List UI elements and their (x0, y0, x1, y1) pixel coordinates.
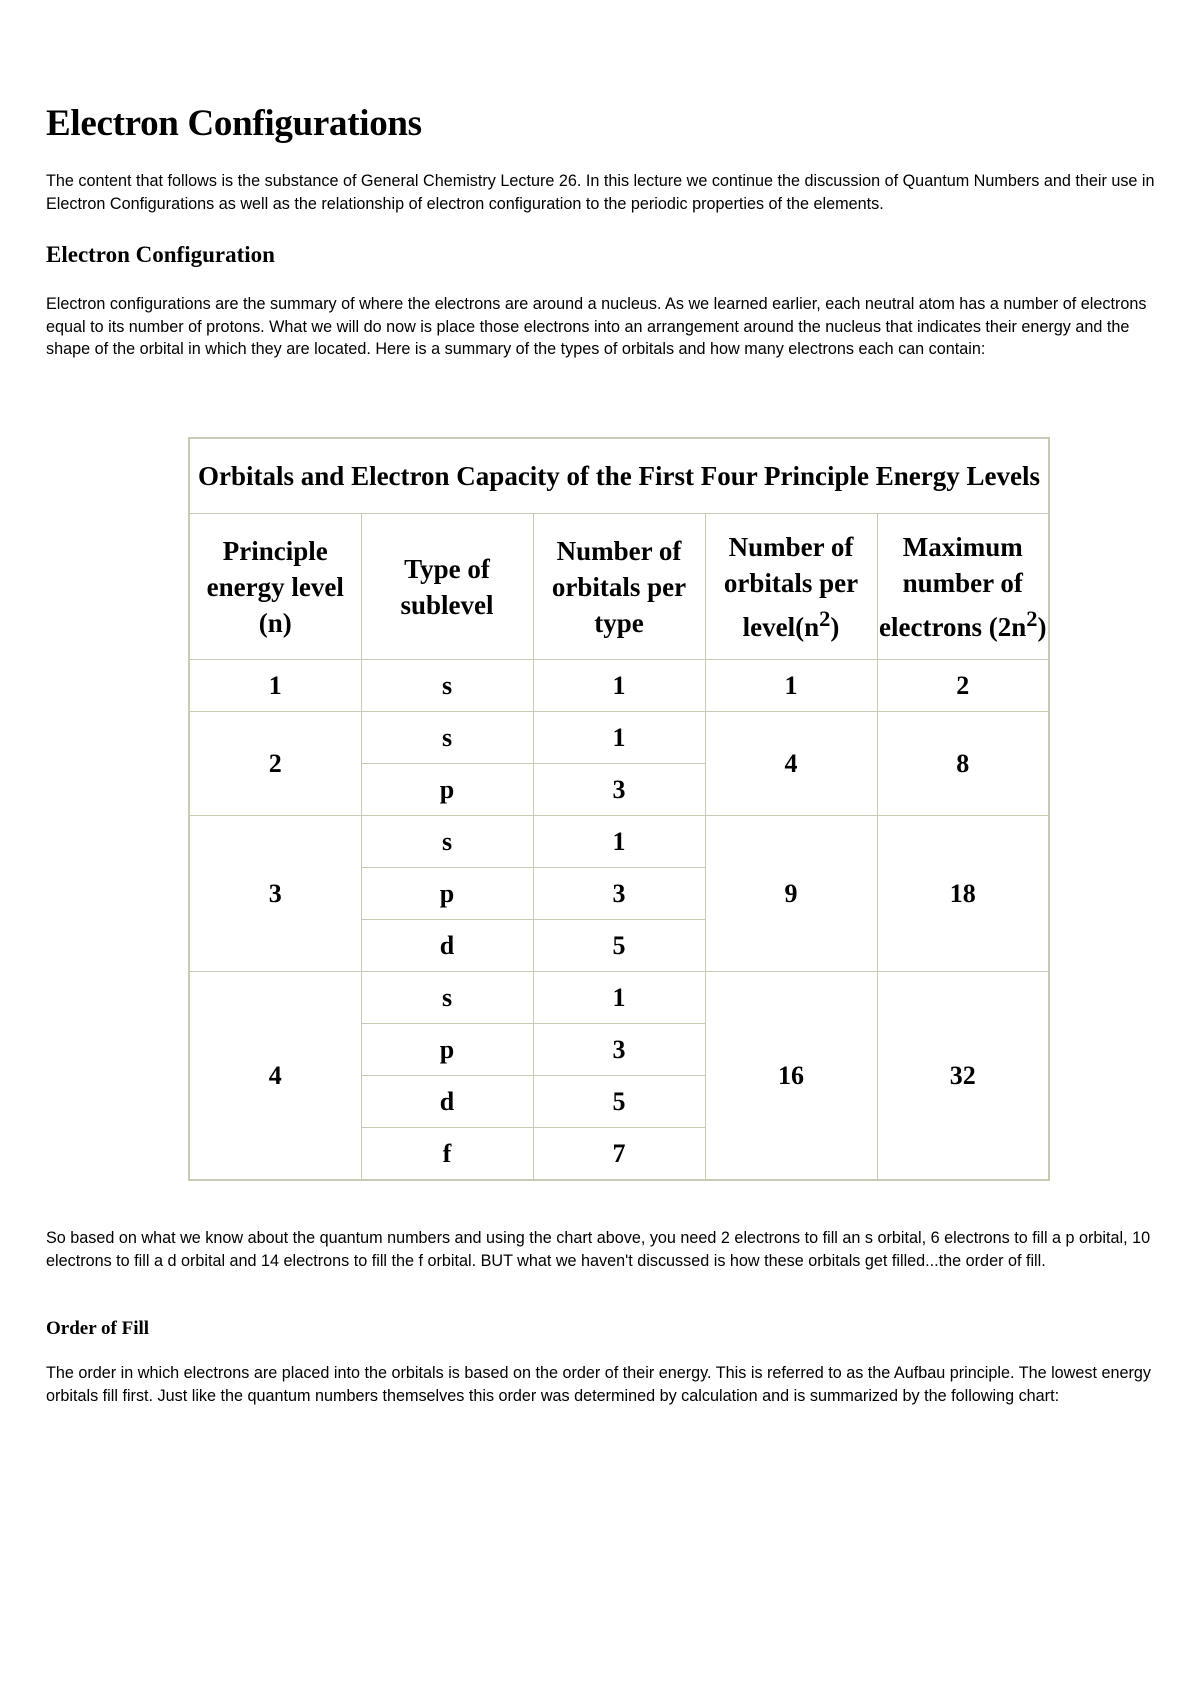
header-max-electrons (877, 514, 1049, 660)
table-row (189, 972, 1049, 1024)
page-title: Electron Configurations (46, 103, 422, 144)
orbitals-per-type-cell: 3 (533, 764, 705, 816)
orbitals-per-level-cell: 16 (705, 972, 877, 1181)
max-electrons-cell: 8 (877, 712, 1049, 816)
header-orbitals-per-level-text: Number of orbitals per level(n (723, 531, 859, 642)
max-electrons-cell: 2 (877, 660, 1049, 712)
sublevel-type-cell: s (361, 972, 533, 1024)
sublevel-type-cell: d (361, 920, 533, 972)
sublevel-type-cell: p (361, 868, 533, 920)
header-orbitals-per-level-sup: 2 (819, 605, 831, 631)
section-heading: Electron Configuration (46, 242, 275, 267)
sublevel-type-cell: s (361, 816, 533, 868)
table-row (189, 816, 1049, 868)
orbitals-per-type-cell: 1 (533, 712, 705, 764)
after-table-paragraph: So based on what we know about the quantum numbers and using the chart above, you need 2 electrons to fill an s orbital, 6 electrons to fill a p orbital, 10 electrons to fill a d orbital and 14 electrons to fill the f orbital. BUT what we haven't discussed is how these orbitals get filled...the order of fill. (46, 1229, 1151, 1270)
orbitals-per-type-cell: 3 (533, 1024, 705, 1076)
intro-paragraph: The content that follows is the substance of General Chemistry Lecture 26. In this lecture we continue the discussion of Quantum Numbers and their use in Electron Configurations as well as the relationship of electron configuration to the periodic properties of the elements. (46, 172, 1155, 213)
sublevel-type-cell: s (361, 660, 533, 712)
orbitals-per-level-cell: 9 (705, 816, 877, 972)
sublevel-type-cell: s (361, 712, 533, 764)
orbitals-per-level-cell: 1 (705, 660, 877, 712)
orbital-table-container (188, 437, 1050, 1181)
order-of-fill-heading: Order of Fill (46, 1318, 150, 1339)
table-row (189, 660, 1049, 712)
table-caption: Orbitals and Electron Capacity of the First Four Principle Energy Levels (189, 438, 1049, 514)
orbitals-per-type-cell: 3 (533, 868, 705, 920)
orbitals-per-type-cell: 5 (533, 1076, 705, 1128)
header-max-electrons-text: Maximum number of electrons (2n (879, 531, 1027, 642)
orbital-capacity-table (188, 437, 1050, 1181)
header-type-of-sublevel: Type of sublevel (361, 514, 533, 660)
orbitals-per-type-cell: 7 (533, 1128, 705, 1181)
table-row (189, 712, 1049, 764)
orbitals-per-type-cell: 1 (533, 972, 705, 1024)
energy-level-cell: 1 (189, 660, 361, 712)
header-orbitals-per-type: Number of orbitals per type (533, 514, 705, 660)
orbitals-per-level-cell: 4 (705, 712, 877, 816)
energy-level-cell: 4 (189, 972, 361, 1181)
energy-level-cell: 2 (189, 712, 361, 816)
sublevel-type-cell: d (361, 1076, 533, 1128)
max-electrons-cell: 18 (877, 816, 1049, 972)
orbitals-per-type-cell: 5 (533, 920, 705, 972)
orbitals-per-type-cell: 1 (533, 660, 705, 712)
sublevel-type-cell: p (361, 1024, 533, 1076)
header-max-electrons-sup: 2 (1026, 605, 1038, 631)
order-of-fill-paragraph: The order in which electrons are placed into the orbitals is based on the order of their energy. This is referred to as the Aufbau principle. The lowest energy orbitals fill first. Just like the quantum numbers themselves this order was determined by calculation and is summarized by the following chart: (46, 1364, 1151, 1405)
header-principle-energy-level: Principle energy level (n) (189, 514, 361, 660)
energy-level-cell: 3 (189, 816, 361, 972)
sublevel-type-cell: p (361, 764, 533, 816)
config-paragraph: Electron configurations are the summary of where the electrons are around a nucleus. As we learned earlier, each neutral atom has a number of electrons equal to its number of protons. What we will do now is place those electrons into an arrangement around the nucleus that indicates their energy and the shape of the orbital in which they are located. Here is a summary of the types of orbitals and how many electrons each can contain: (46, 295, 1147, 358)
sublevel-type-cell: f (361, 1128, 533, 1181)
orbitals-per-type-cell: 1 (533, 816, 705, 868)
header-max-electrons-close: ) (1037, 611, 1047, 642)
header-orbitals-per-level (705, 514, 877, 660)
max-electrons-cell: 32 (877, 972, 1049, 1181)
header-orbitals-per-level-close: ) (830, 611, 840, 642)
